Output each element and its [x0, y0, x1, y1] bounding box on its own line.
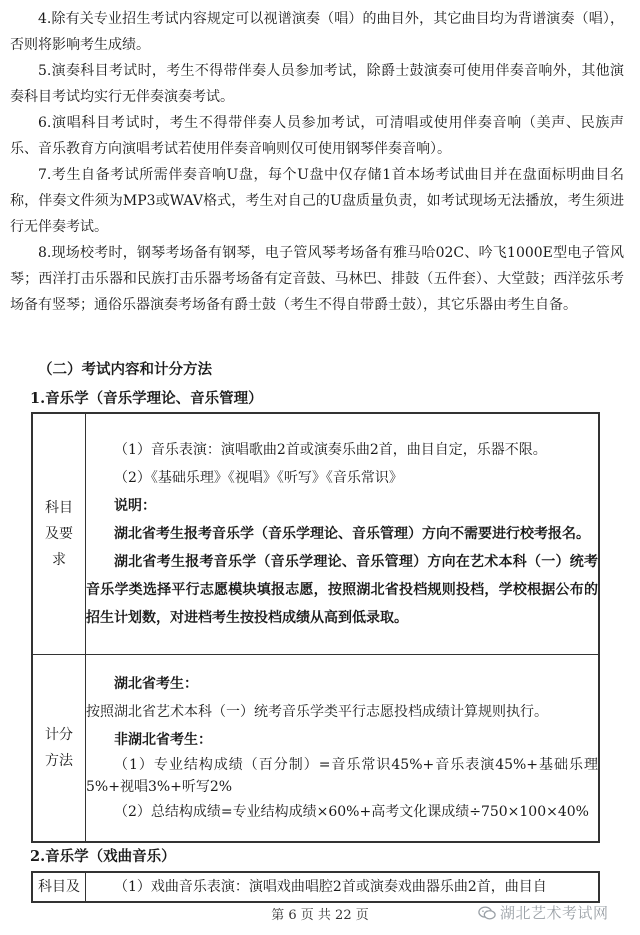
- wechat-icon: [478, 905, 496, 921]
- paragraph-6: 6.演唱科目考试时，考生不得带伴奏人员参加考试，可清唱或使用伴奏音响（美声、民族声乐、音乐教育方向演唱考试若使用伴奏音响则仅可使用钢琴伴奏音响）。: [10, 115, 624, 157]
- table-row: [32, 413, 599, 655]
- paragraph-4: 4.除有关专业招生考试内容规定可以视谱演奏（唱）的曲目外，其它曲目均为背谱演奏（唱），否则将影响考生成绩。: [10, 11, 624, 53]
- requirement-line: （1）戏曲音乐表演：演唱戏曲唱腔2首或演奏戏曲器乐曲2首，曲目自: [114, 879, 547, 895]
- watermark-text: 湖北艺术考试网: [500, 904, 609, 922]
- nonhubei-label: 非湖北省考生：: [114, 732, 212, 748]
- subject-2-table: [31, 871, 600, 903]
- table-row: [32, 655, 599, 843]
- page-footer: 第 6 页 共 22 页: [271, 908, 369, 923]
- paragraph-7: 7.考生自备考试所需伴奏音响U盘，每个U盘中仅存储1首本场考试曲目并在盘面标明曲目名称，伴奏文件须为MP3或WAV格式，考生对自己的U盘质量负责，如考试现场无法播放，考生须进行无伴奏考试。: [10, 167, 624, 235]
- requirements-cell: [86, 872, 600, 902]
- requirement-line: （1）音乐表演：演唱歌曲2首或演奏乐曲2首，曲目自定，乐器不限。: [114, 442, 547, 458]
- paragraph-5: 5.演奏科目考试时，考生不得带伴奏人员参加考试，除爵士鼓演奏可使用伴奏音响外，其他演奏科目考试均实行无伴奏演奏考试。: [10, 63, 624, 105]
- note-text: 湖北省考生报考音乐学（音乐学理论、音乐管理）方向不需要进行校考报名。: [114, 526, 590, 542]
- score-formula-2: （2）总结构成绩=专业结构成绩×60%+高考文化课成绩÷750×100×40%: [114, 804, 589, 820]
- hubei-text: 按照湖北省艺术本科（一）统考音乐学类平行志愿投档成绩计算规则执行。: [86, 704, 548, 720]
- watermark: [478, 902, 609, 923]
- score-formula-1: （1）专业结构成绩（百分制）=音乐常识45%+音乐表演45%+基础乐理5%+视唱3%+听写2%: [86, 757, 598, 795]
- row-label-scoring: 计分方法: [32, 655, 86, 843]
- subject-1-heading: 1.音乐学（音乐学理论、音乐管理）: [30, 390, 263, 407]
- requirement-line: （2）《基础乐理》《视唱》《听写》《音乐常识》: [114, 470, 403, 486]
- hubei-label: 湖北省考生：: [114, 676, 198, 692]
- subject-2-heading: 2.音乐学（戏曲音乐）: [30, 848, 176, 865]
- scoring-cell: [86, 655, 600, 843]
- row-label-requirements: 科目及: [32, 872, 86, 902]
- paragraph-8: 8.现场校考时，钢琴考场备有钢琴，电子管风琴考场备有雅马哈02C、吟飞1000E型电子管风琴；西洋打击乐器和民族打击乐器考场备有定音鼓、马林巴、排鼓（五件套）、大堂鼓；西洋弦乐考场备有竖琴；通俗乐器演奏考场备有爵士鼓（考生不得自带爵士鼓），其它乐器由考生自备。: [10, 245, 624, 313]
- note-label: 说明：: [114, 498, 156, 514]
- row-label-requirements: 科目及要求: [32, 413, 86, 655]
- section-heading: （二）考试内容和计分方法: [38, 361, 212, 378]
- requirements-cell: [86, 413, 600, 655]
- subject-1-table: [31, 412, 600, 843]
- note-text: 湖北省考生报考音乐学（音乐学理论、音乐管理）方向在艺术本科（一）统考音乐学类选择平行志愿模块填报志愿，按照湖北省投档规则投档，学校根据公布的招生计划数，对进档考生按投档成绩从高到低录取。: [86, 554, 598, 626]
- table-row: [32, 872, 599, 902]
